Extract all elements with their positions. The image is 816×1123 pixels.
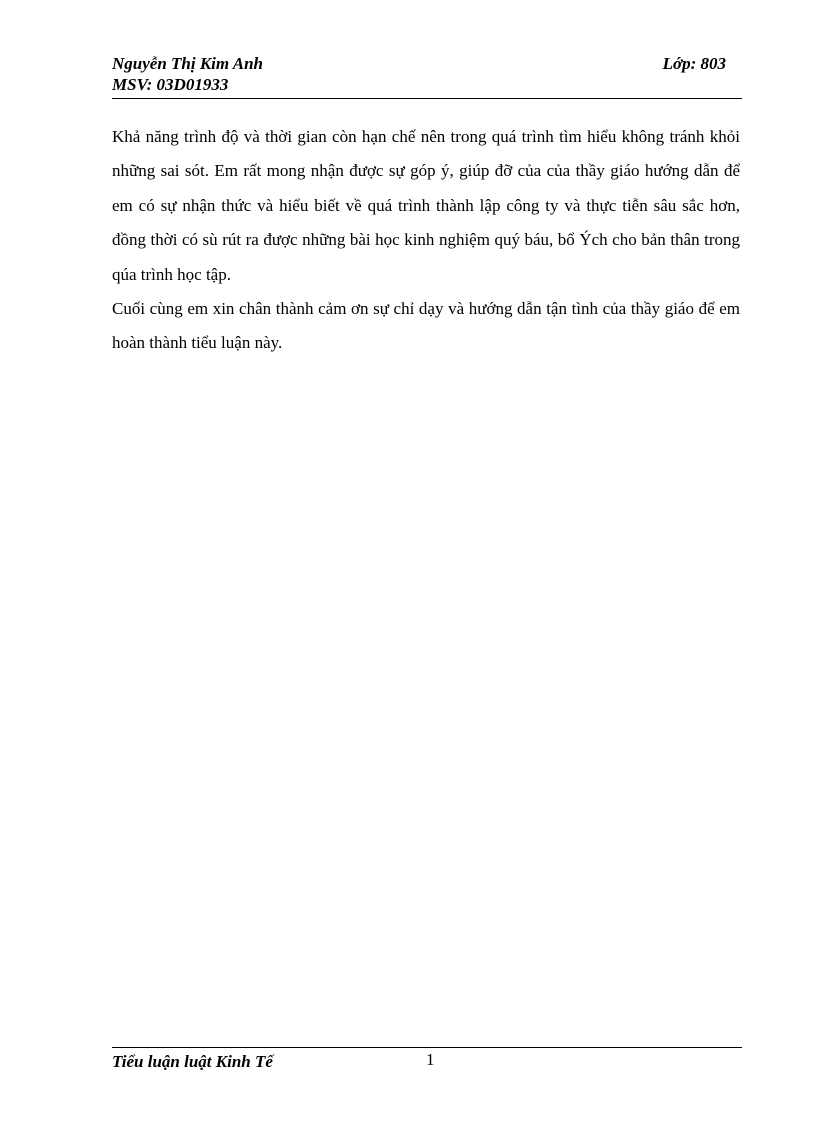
footer-title: Tiểu luận luật Kinh Tế [112,1052,273,1071]
author-name: Nguyễn Thị Kim Anh [112,54,263,73]
document-body [112,120,740,361]
page-footer [112,1047,742,1076]
paragraph-1: Khả năng trình độ và thời gian còn hạn chế nên trong quá trình tìm hiểu không tránh khỏi những sai sót. Em rất mong nhận được sự góp ý, giúp đỡ của của thầy giáo hướng dẫn để em có sự nhận thức và hiểu biết về quá trình thành lập công ty và thực tiễn sâu sắc hơn, đồng thời có sù rút ra được những bài học kinh nghiệm quý báu, bổ Ých cho bản thân trong qúa trình học tập. [112,127,740,284]
class-label: Lớp: 803 [662,54,726,73]
page-number: 1 [426,1050,435,1069]
student-id: MSV: 03D01933 [112,75,229,94]
paragraph-2: Cuối cùng em xin chân thành cảm ơn sự chỉ dạy và hướng dẫn tận tình của thầy giáo để em hoàn thành tiểu luận này. [112,299,740,353]
page-header [112,54,742,99]
